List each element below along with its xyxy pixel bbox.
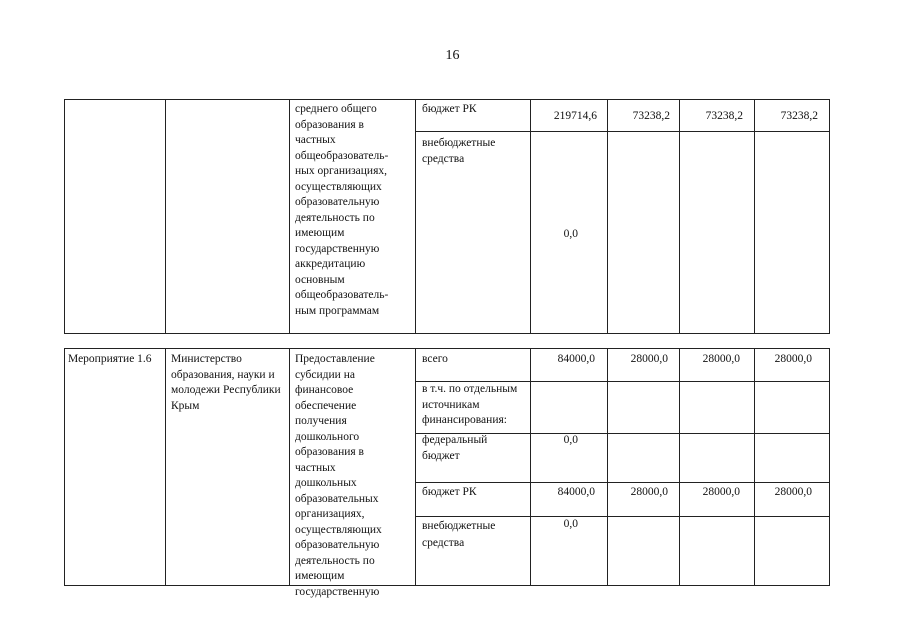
year1-cell: 28000,0 bbox=[630, 353, 668, 365]
description-cell: среднего общего образования в частных общеобразователь- ных организациях, осуществляющих образовательную деятельность по имеющим государственную аккредитацию основным общеобразователь- ным программам bbox=[295, 103, 389, 317]
year1-column bbox=[608, 100, 680, 333]
total-cell: 84000,0 bbox=[557, 486, 595, 498]
year2-cell: 28000,0 bbox=[702, 486, 740, 498]
year2-column bbox=[680, 100, 755, 333]
year1-cell: 28000,0 bbox=[630, 486, 668, 498]
source-cell: внебюджетные средства bbox=[422, 137, 496, 165]
year1-cell: 73238,2 bbox=[632, 110, 670, 122]
year2-cell: 28000,0 bbox=[702, 353, 740, 365]
total-cell: 0,0 bbox=[563, 518, 578, 530]
table-event-1-6 bbox=[64, 348, 830, 598]
source-cell: внебюджетные средства bbox=[422, 520, 496, 549]
event-column bbox=[65, 349, 166, 585]
row-divider bbox=[416, 516, 829, 517]
page-number: 16 bbox=[445, 48, 460, 63]
row-divider bbox=[416, 482, 829, 483]
total-cell: 84000,0 bbox=[557, 353, 595, 365]
year3-cell: 28000,0 bbox=[774, 486, 812, 498]
total-cell: 219714,6 bbox=[553, 110, 597, 122]
year3-cell: 28000,0 bbox=[774, 353, 812, 365]
source-cell: в т.ч. по отдельным источникам финансирования: bbox=[422, 383, 518, 426]
year3-column bbox=[755, 100, 829, 333]
source-cell: бюджет РК bbox=[422, 103, 477, 115]
source-column bbox=[416, 100, 531, 333]
year1-column bbox=[608, 349, 680, 585]
year2-column bbox=[680, 349, 755, 585]
year3-column bbox=[755, 349, 829, 585]
row-divider bbox=[416, 131, 829, 132]
year2-cell: 73238,2 bbox=[705, 110, 743, 122]
event-column bbox=[65, 100, 166, 333]
organization-cell: Министерство образования, науки и молодежи Республики Крым bbox=[171, 353, 281, 412]
total-cell: 0,0 bbox=[563, 434, 578, 446]
total-column bbox=[531, 349, 608, 585]
year3-cell: 73238,2 bbox=[780, 110, 818, 122]
description-cell: Предоставление субсидии на финансовое обеспечение получения дошкольного образования в частных дошкольных образовательных организациях, осуществляющих образовательную деятельность по имеющим государственную bbox=[295, 353, 382, 598]
source-cell: всего bbox=[422, 353, 448, 365]
organization-column bbox=[166, 100, 290, 333]
event-cell: Мероприятие 1.6 bbox=[68, 353, 152, 365]
table-continuation bbox=[64, 99, 830, 334]
source-cell: бюджет РК bbox=[422, 486, 477, 498]
source-cell: федеральный бюджет bbox=[422, 434, 488, 462]
total-cell: 0,0 bbox=[563, 228, 578, 240]
total-column bbox=[531, 100, 608, 333]
